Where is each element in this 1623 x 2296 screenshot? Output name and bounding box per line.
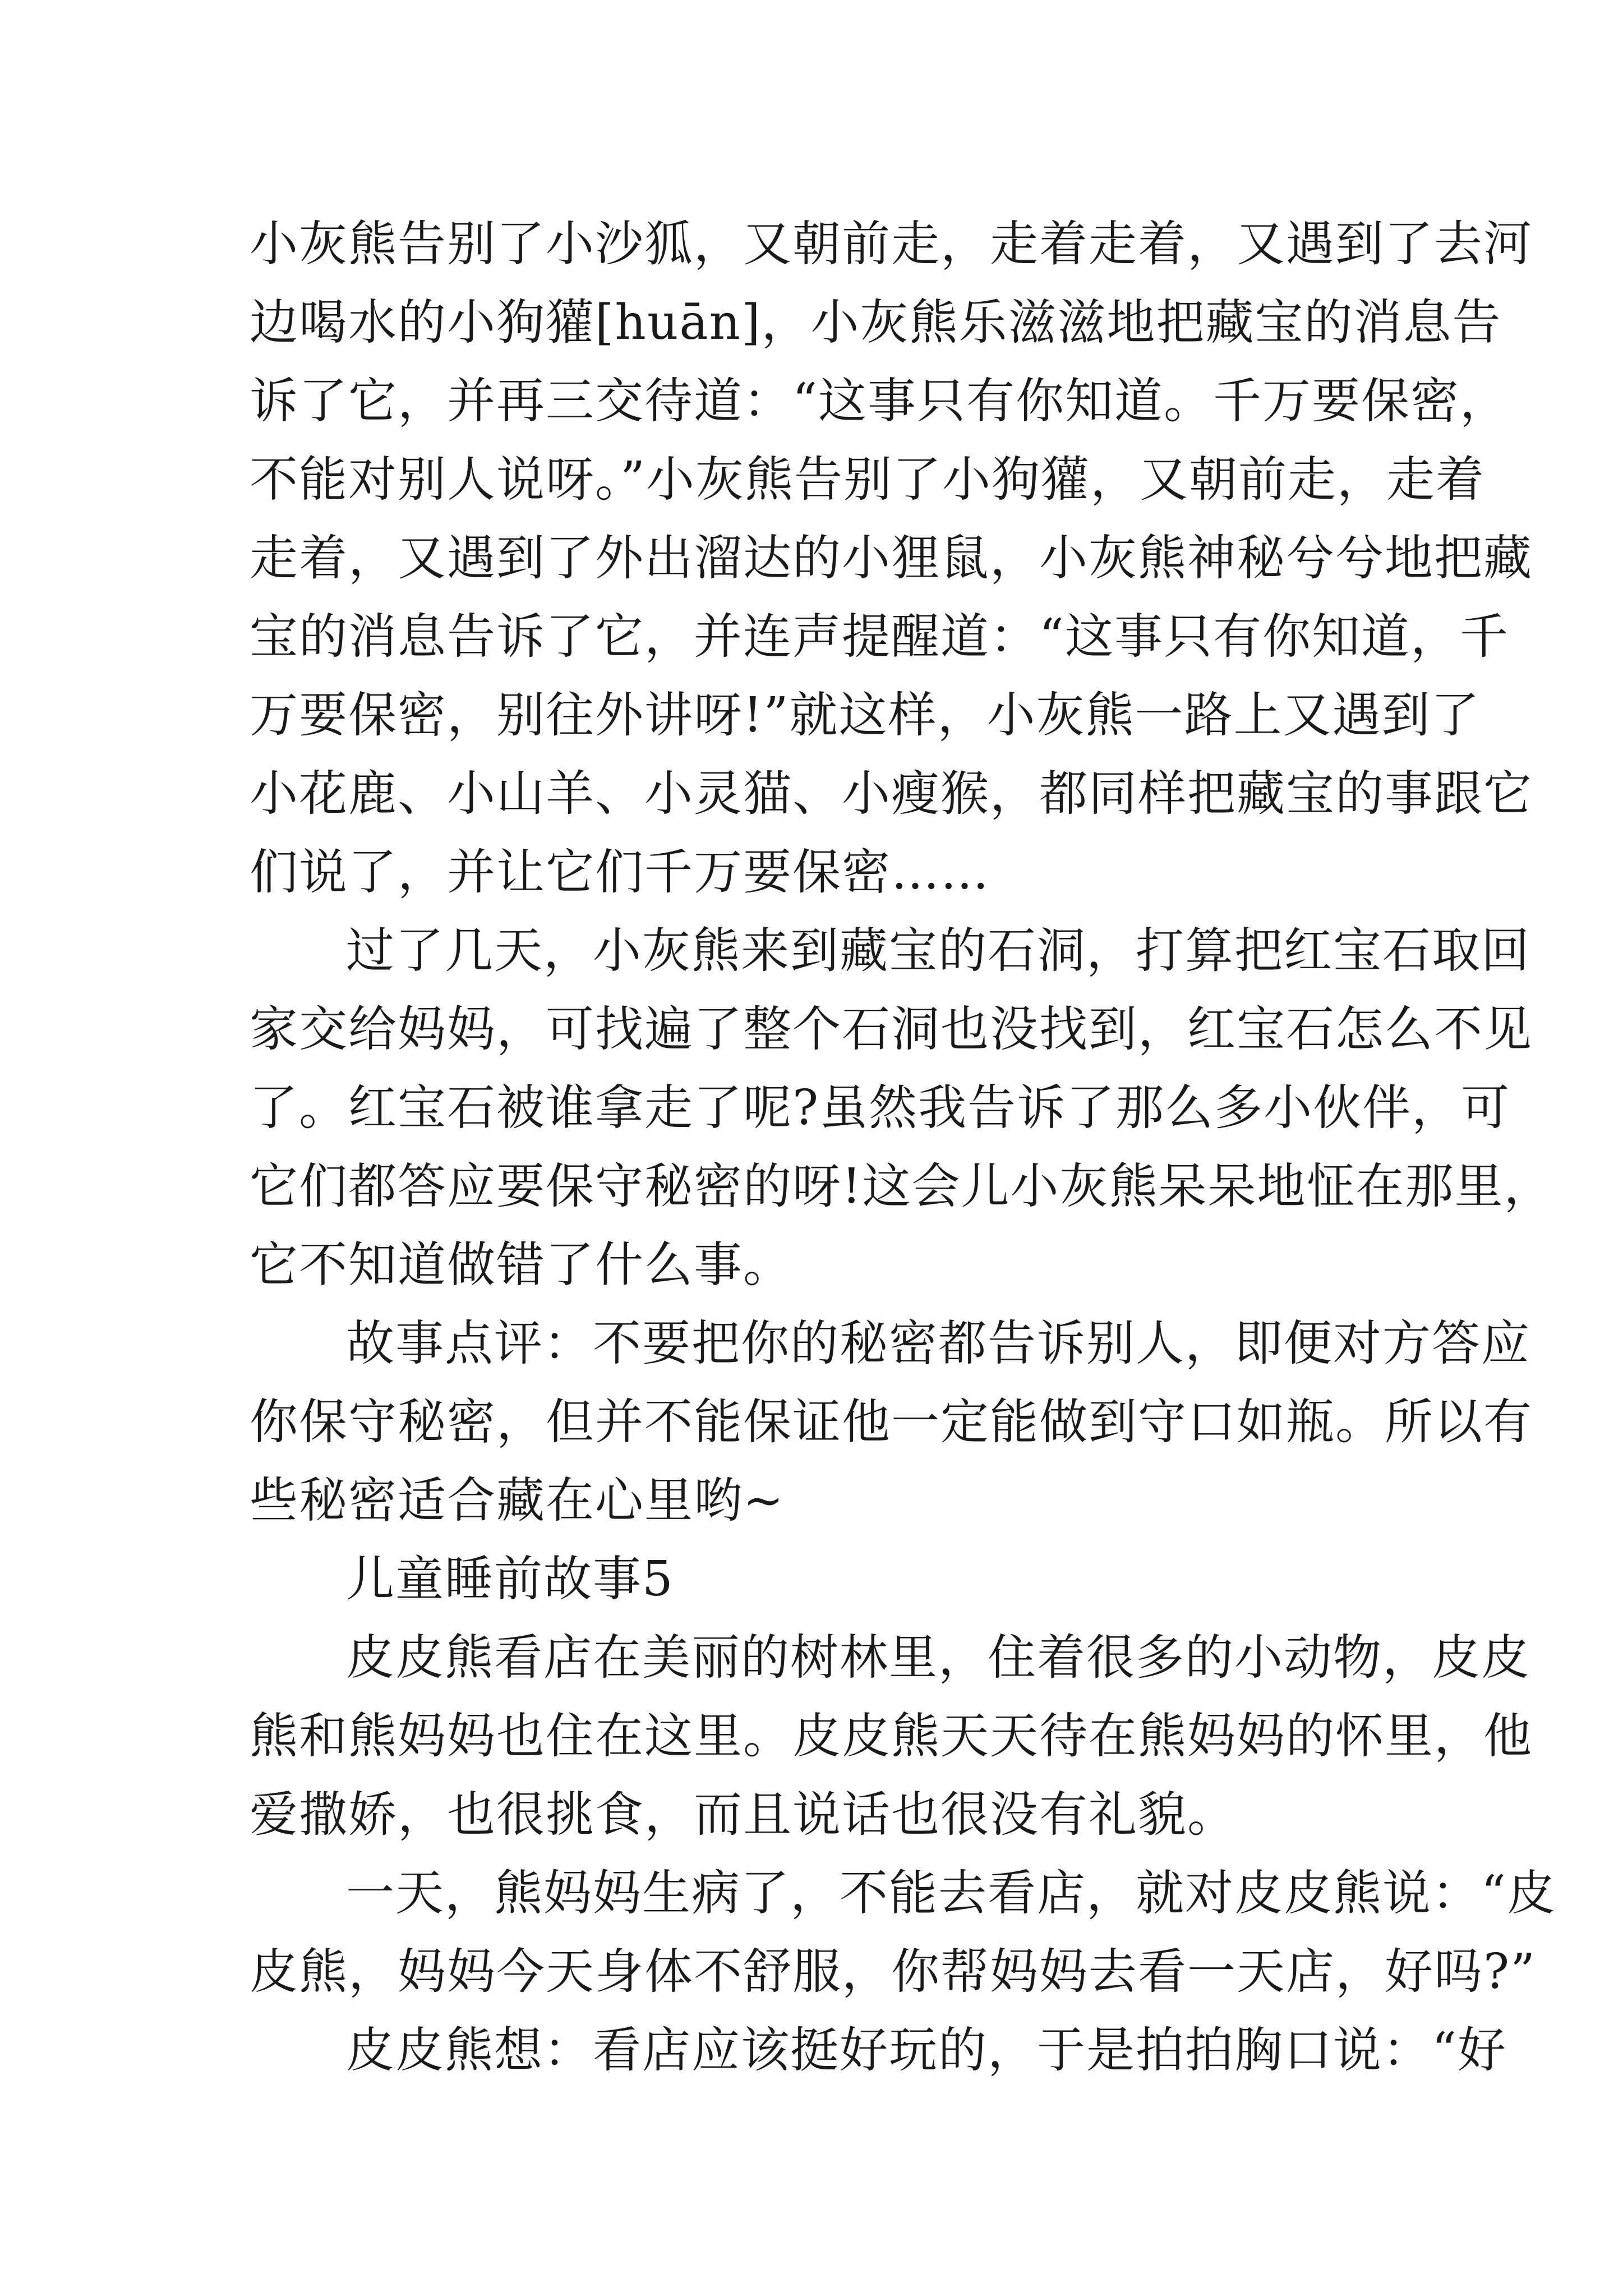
text-line: 皮熊，妈妈今天身体不舒服，你帮妈妈去看一天店，好吗?” [250,1944,1537,2000]
text-line: 它们都答应要保守秘密的呀!这会儿小灰熊呆呆地怔在那里， [250,1158,1553,1214]
text-line: 们说了，并让它们千万要保密…… [250,844,990,900]
text-line: 走着，又遇到了外出溜达的小狸鼠，小灰熊神秘兮兮地把藏 [250,530,1533,586]
text-line: 小花鹿、小山羊、小灵猫、小瘦猴，都同样把藏宝的事跟它 [250,766,1533,822]
paragraph-start-line: 皮皮熊看店在美丽的树林里，住着很多的小动物，皮皮 [346,1630,1530,1686]
text-line: 你保守秘密，但并不能保证他一定能做到守口如瓶。所以有 [250,1394,1533,1450]
text-line: 不能对别人说呀。”小灰熊告别了小狗獾，又朝前走，走着 [250,452,1485,508]
paragraph-start-line: 过了几天，小灰熊来到藏宝的石洞，打算把红宝石取回 [346,923,1530,979]
document-body [250,205,1556,2090]
text-line: 边喝水的小狗獾[huān]，小灰熊乐滋滋地把藏宝的消息告 [250,295,1502,351]
paragraph-start-line: 皮皮熊想：看店应该挺好玩的，于是拍拍胸口说：“好 [346,2022,1507,2078]
paragraph-start-line: 故事点评：不要把你的秘密都告诉别人，即便对方答应 [346,1315,1530,1372]
section-heading: 儿童睡前故事5 [346,1551,674,1607]
text-line: 些秘密适合藏在心里哟~ [250,1473,785,1529]
text-line: 爱撒娇，也很挑食，而且说话也很没有礼貌。 [250,1787,1237,1843]
text-line: 万要保密，别往外讲呀!”就这样，小灰熊一路上又遇到了 [250,687,1481,743]
text-line: 熊和熊妈妈也住在这里。皮皮熊天天待在熊妈妈的怀里，他 [250,1708,1533,1764]
text-line: 家交给妈妈，可找遍了整个石洞也没找到，红宝石怎么不见 [250,1001,1533,1057]
paragraph-start-line: 一天，熊妈妈生病了，不能去看店，就对皮皮熊说：“皮 [346,1865,1556,1921]
text-line: 它不知道做错了什么事。 [250,1237,792,1293]
text-line: 了。红宝石被谁拿走了呢?虽然我告诉了那么多小伙伴，可 [250,1080,1511,1136]
text-line: 宝的消息告诉了它，并连声提醒道：“这事只有你知道，千 [250,609,1509,665]
text-line: 小灰熊告别了小沙狐，又朝前走，走着走着，又遇到了去河 [250,216,1533,272]
text-line: 诉了它，并再三交待道：“这事只有你知道。千万要保密， [250,373,1509,429]
